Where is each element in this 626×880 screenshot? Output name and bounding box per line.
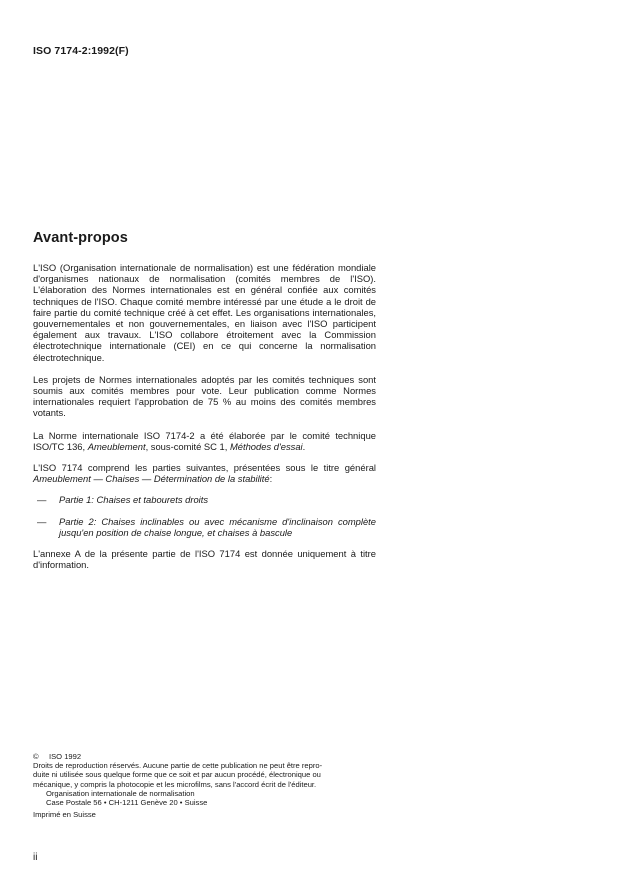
document-identifier: ISO 7174-2:1992(F) [33,45,129,57]
parts-intro-colon: : [269,473,273,485]
copyright-text: ISO 1992 [49,752,82,761]
organization-address: Case Postale 56 • CH-1211 Genève 20 • Suisse [46,798,208,808]
rights-line-1: Droits de reproduction réservés. Aucune partie de cette publication ne peut être repro- [33,761,323,771]
general-title: Ameublement — Chaises — Détermination de la stabilité [33,473,270,485]
list-item-part-1 [33,494,376,505]
paragraph-parts-intro [33,462,376,484]
committee-text: La Norme internationale ISO 7174-2 a été élaborée par le comité technique ISO/TC 136, [33,429,376,452]
section-title: Avant-propos [33,230,128,246]
parts-intro-text: L'ISO 7174 comprend les parties suivantes, présentées sous le titre général [33,462,376,474]
dash-bullet: — [37,515,47,527]
page-number: ii [33,852,38,863]
copyright-footer [33,752,378,819]
organization-name: Organisation internationale de normalisation [46,788,195,798]
copyright-icon: © [33,752,39,761]
rights-line-2: duite ni utilisée sous quelque forme que ce soit et par aucun procédé, électronique ou [33,770,321,780]
paragraph-voting: Les projets de Normes internationales adoptés par les comités techniques sont soumis aux comités membres pour vote. Leur publication comme Normes internationales requiert l'approbation de 75 % au moins des comités membres votants. [33,373,376,419]
paragraph-iso-description: L'ISO (Organisation internationale de normalisation) est une fédération mondiale d'organismes nationaux de normalisation (comités membres de l'ISO). L'élaboration des Normes internationales est en général confiée aux comités techniques de l'ISO. Chaque comité membre intéressé par une étude a le droit de faire partie du comité technique créé à cet effet. Les organisations internationales, gouvernementales et non gouvernementales, en liaison avec l'ISO participent également aux travaux. L'ISO collabore étroitement avec la Commission électrotechnique internationale (CEI) en ce qui concerne la normalisation électrotechnique. [33,262,376,363]
paragraph-committee [33,430,376,452]
part-2-title: Partie 2: Chaises inclinables ou avec mécanisme d'inclinaison complète jusqu'en position de chaise longue, et chaises à bascule [59,515,376,538]
list-item-part-2 [33,516,376,538]
foreword-body [33,262,376,581]
subcommittee-name: Méthodes d'essai [229,440,303,452]
part-1-title: Partie 1: Chaises et tabourets droits [59,494,209,506]
copyright-line [33,752,378,761]
committee-text-2: , sous-comité SC 1, [145,440,230,452]
rights-line-3: mécanique, y compris la photocopie et les microfilms, sans l'accord écrit de l'éditeur. [33,779,317,789]
committee-name: Ameublement [87,440,146,452]
printed-in: Imprimé en Suisse [33,810,96,820]
committee-text-end: . [302,440,306,452]
paragraph-annex-note: L'annexe A de la présente partie de l'ISO 7174 est donnée uniquement à titre d'information. [33,548,376,571]
dash-bullet: — [37,494,47,506]
